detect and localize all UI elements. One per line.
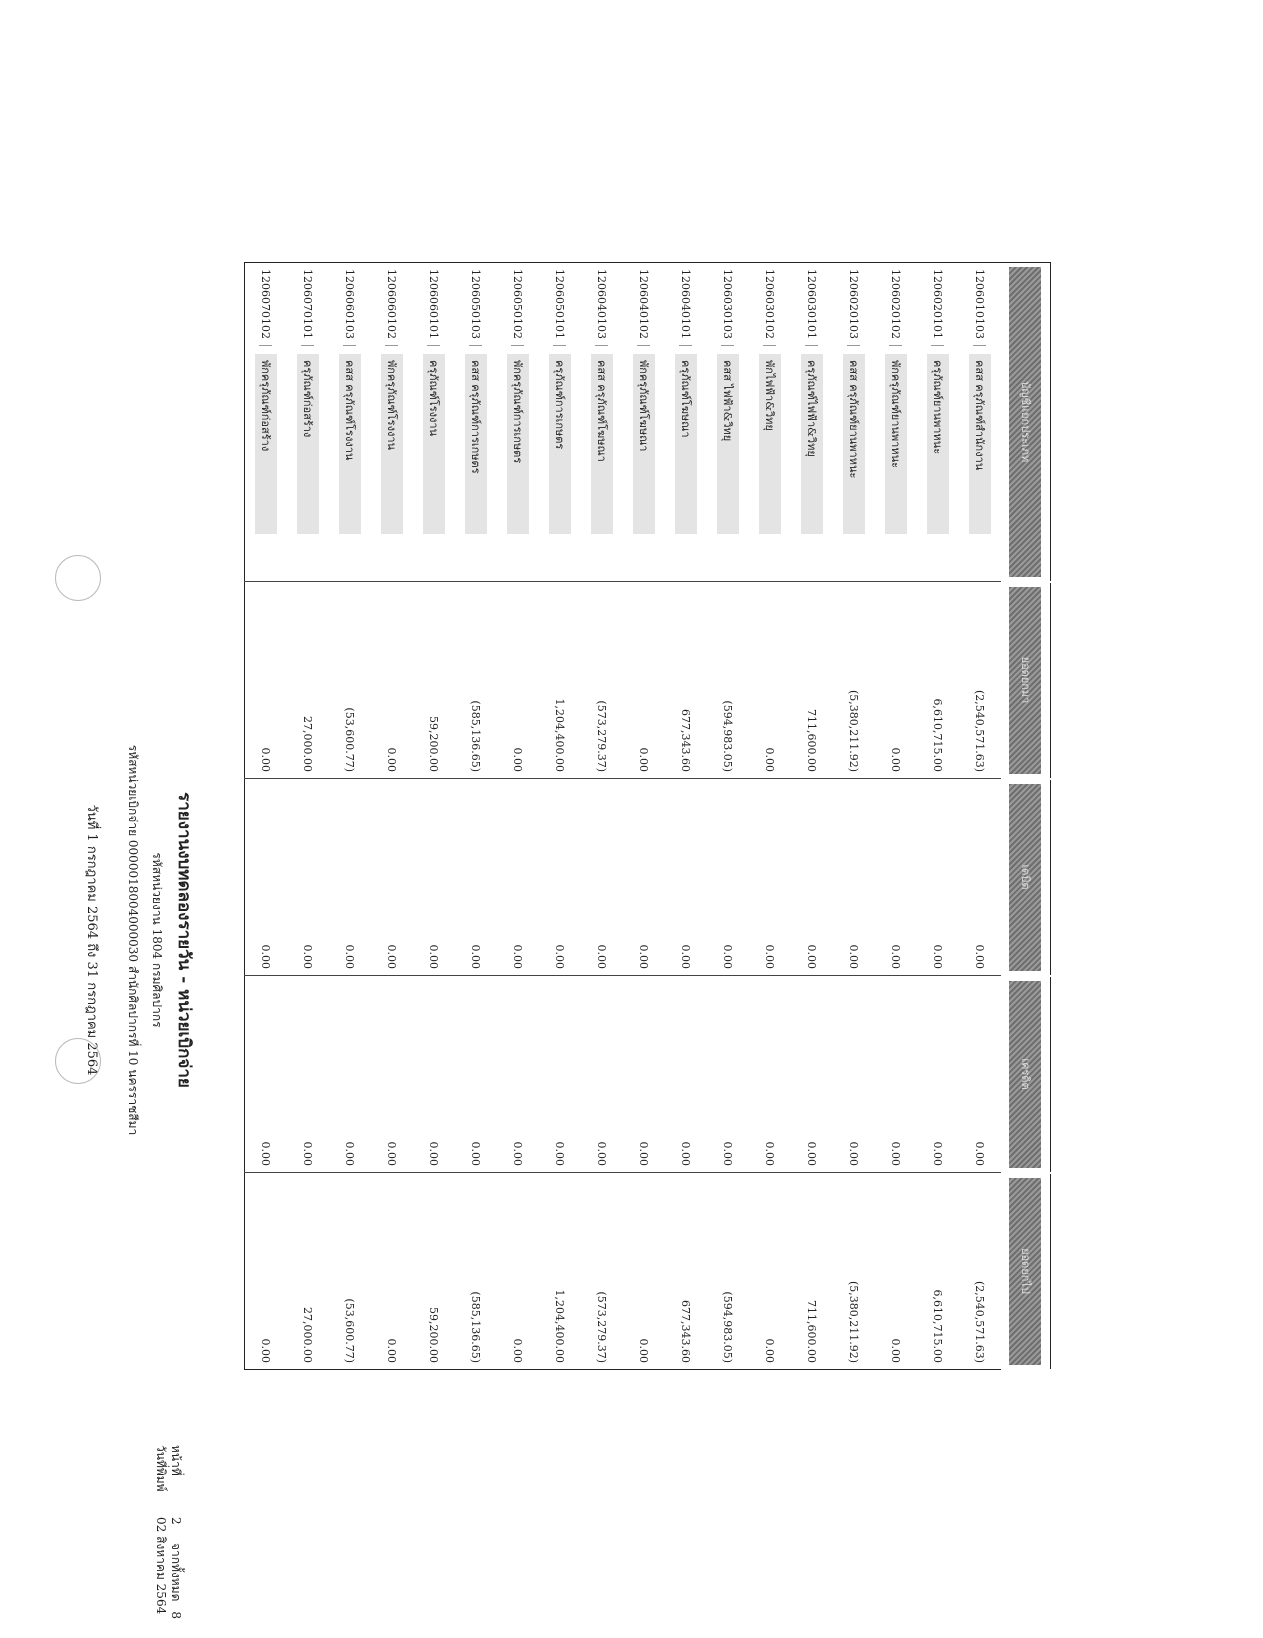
balance-cf: 0.00 <box>623 1173 665 1370</box>
account-cell <box>413 263 455 582</box>
col-header-account: บัญชีแยกประเภท <box>1001 263 1051 582</box>
balance-cf: 27,000.00 <box>287 1173 329 1370</box>
balance-cf: 0.00 <box>749 1173 791 1370</box>
account-cell <box>287 263 329 582</box>
balance-bf: 27,000.00 <box>287 582 329 779</box>
balance-cf: 6,610,715.00 <box>917 1173 959 1370</box>
credit: 0.00 <box>371 976 413 1173</box>
debit: 0.00 <box>665 779 707 976</box>
col-header-balance-bf: ยอดยกมา <box>1001 582 1051 779</box>
account-name: ครุภัณฑ์ยานพาหนะ <box>927 354 949 534</box>
account-name: พักครุภัณฑ์การเกษตร <box>507 354 529 534</box>
account-code: 1206050102 <box>511 269 524 346</box>
account-name: คสส ครุภัณฑ์โรงงาน <box>339 354 361 534</box>
account-code: 1206070101 <box>301 269 314 346</box>
table-row <box>875 263 917 1370</box>
account-name: พักครุภัณฑ์โรงงาน <box>381 354 403 534</box>
debit: 0.00 <box>413 779 455 976</box>
balance-cf: (573,279.37) <box>581 1173 623 1370</box>
balance-bf: (594,983.05) <box>707 582 749 779</box>
credit: 0.00 <box>875 976 917 1173</box>
table-row <box>791 263 833 1370</box>
account-cell <box>749 263 791 582</box>
credit: 0.00 <box>497 976 539 1173</box>
debit: 0.00 <box>329 779 371 976</box>
debit: 0.00 <box>917 779 959 976</box>
account-cell <box>833 263 875 582</box>
debit: 0.00 <box>497 779 539 976</box>
debit: 0.00 <box>749 779 791 976</box>
debit: 0.00 <box>959 779 1001 976</box>
account-cell <box>539 263 581 582</box>
account-code: 1206040102 <box>637 269 650 346</box>
table-row <box>959 263 1001 1370</box>
debit: 0.00 <box>371 779 413 976</box>
page-info <box>153 1445 183 1619</box>
credit: 0.00 <box>917 976 959 1173</box>
account-cell <box>959 263 1001 582</box>
account-cell <box>917 263 959 582</box>
print-date: 02 สิงหาคม 2564 <box>154 1517 168 1615</box>
credit: 0.00 <box>413 976 455 1173</box>
balance-bf: 0.00 <box>749 582 791 779</box>
account-code: 1206020103 <box>847 269 860 346</box>
balance-bf: 677,343.60 <box>665 582 707 779</box>
account-name: ครุภัณฑ์โฆษณา <box>675 354 697 534</box>
credit: 0.00 <box>623 976 665 1173</box>
balance-cf: (5,380,211.92) <box>833 1173 875 1370</box>
debit: 0.00 <box>791 779 833 976</box>
account-name: คสส ครุภัณฑ์โฆษณา <box>591 354 613 534</box>
account-code: 1206030102 <box>763 269 776 346</box>
balance-bf: 6,610,715.00 <box>917 582 959 779</box>
credit: 0.00 <box>581 976 623 1173</box>
table-row <box>329 263 371 1370</box>
balance-bf: 59,200.00 <box>413 582 455 779</box>
account-name: คสส ครุภัณฑ์การเกษตร <box>465 354 487 534</box>
balance-bf: (585,136.65) <box>455 582 497 779</box>
disbursement-unit-line: รหัสหน่วยเบิกจ่าย 0000018004000030 สำนักศิลปากรที่ 10 นครราชสีมา <box>126 744 140 1136</box>
balance-cf: (53,600.77) <box>329 1173 371 1370</box>
page-label: หน้าที่ <box>169 1445 183 1476</box>
table-row <box>581 263 623 1370</box>
table-row <box>833 263 875 1370</box>
balance-bf: 0.00 <box>623 582 665 779</box>
account-code: 1206060101 <box>427 269 440 346</box>
agency-line: รหัสหน่วยงาน 1804 กรมศิลปากร <box>150 852 164 1028</box>
account-cell <box>623 263 665 582</box>
table-row <box>707 263 749 1370</box>
account-code: 1206060102 <box>385 269 398 346</box>
account-cell <box>245 263 288 582</box>
account-code: 1206050101 <box>553 269 566 346</box>
balance-cf: 0.00 <box>245 1173 288 1370</box>
credit: 0.00 <box>329 976 371 1173</box>
balance-bf: (2,540,571.63) <box>959 582 1001 779</box>
table-row <box>455 263 497 1370</box>
account-name: ครุภัณฑ์การเกษตร <box>549 354 571 534</box>
debit: 0.00 <box>707 779 749 976</box>
account-code: 1206040101 <box>679 269 692 346</box>
account-name: คสส ครุภัณฑ์ยานพาหนะ <box>843 354 865 534</box>
account-code: 1206010103 <box>973 269 986 346</box>
balance-cf: 0.00 <box>497 1173 539 1370</box>
balance-cf: (594,983.05) <box>707 1173 749 1370</box>
account-cell <box>455 263 497 582</box>
account-name: ครุภัณฑ์ไฟฟ้า&วิทยุ <box>801 354 823 534</box>
balance-cf: 711,600.00 <box>791 1173 833 1370</box>
account-name: ครุภัณฑ์ก่อสร้าง <box>297 354 319 534</box>
punch-hole <box>55 1038 101 1084</box>
balance-cf: 1,204,400.00 <box>539 1173 581 1370</box>
account-name: คสส ไฟฟ้า&วิทยุ <box>717 354 739 534</box>
account-code: 1206050103 <box>469 269 482 346</box>
debit: 0.00 <box>623 779 665 976</box>
table-header-row <box>1001 263 1051 1370</box>
credit: 0.00 <box>707 976 749 1173</box>
credit: 0.00 <box>791 976 833 1173</box>
account-code: 1206030101 <box>805 269 818 346</box>
debit: 0.00 <box>245 779 288 976</box>
balance-bf: 1,204,400.00 <box>539 582 581 779</box>
table-row <box>245 263 288 1370</box>
account-cell <box>581 263 623 582</box>
credit: 0.00 <box>665 976 707 1173</box>
table-row <box>917 263 959 1370</box>
debit: 0.00 <box>833 779 875 976</box>
table-row <box>287 263 329 1370</box>
trial-balance-table <box>244 262 1051 1371</box>
account-name: พักครุภัณฑ์ก่อสร้าง <box>255 354 277 534</box>
account-code: 1206060103 <box>343 269 356 346</box>
debit: 0.00 <box>287 779 329 976</box>
table-row <box>371 263 413 1370</box>
punch-hole <box>55 555 101 601</box>
page-number: 2 <box>169 1517 183 1525</box>
balance-bf: (573,279.37) <box>581 582 623 779</box>
balance-bf: (5,380,211.92) <box>833 582 875 779</box>
balance-bf: 0.00 <box>497 582 539 779</box>
credit: 0.00 <box>455 976 497 1173</box>
account-cell <box>665 263 707 582</box>
balance-cf: 59,200.00 <box>413 1173 455 1370</box>
table-row <box>749 263 791 1370</box>
report-header <box>82 630 198 1250</box>
account-code: 1206020101 <box>931 269 944 346</box>
account-cell <box>707 263 749 582</box>
account-name: พักไฟฟ้า&วิทยุ <box>759 354 781 534</box>
balance-cf: 0.00 <box>371 1173 413 1370</box>
account-code: 1206030103 <box>721 269 734 346</box>
credit: 0.00 <box>287 976 329 1173</box>
account-name: คสส ครุภัณฑ์สำนักงาน <box>969 354 991 534</box>
print-date-label: วันที่พิมพ์ <box>154 1445 168 1492</box>
credit: 0.00 <box>749 976 791 1173</box>
account-cell <box>791 263 833 582</box>
balance-bf: 0.00 <box>371 582 413 779</box>
account-code: 1206020102 <box>889 269 902 346</box>
balance-cf: 677,343.60 <box>665 1173 707 1370</box>
table-row <box>623 263 665 1370</box>
balance-bf: 0.00 <box>875 582 917 779</box>
balance-bf: 711,600.00 <box>791 582 833 779</box>
report-period: วันที่ 1 กรกฎาคม 2564 ถึง 31 กรกฎาคม 2564 <box>84 804 99 1076</box>
account-name: พักครุภัณฑ์ยานพาหนะ <box>885 354 907 534</box>
credit: 0.00 <box>539 976 581 1173</box>
col-header-credit: เครดิต <box>1001 976 1051 1173</box>
debit: 0.00 <box>455 779 497 976</box>
account-cell <box>371 263 413 582</box>
col-header-debit: เดบิต <box>1001 779 1051 976</box>
col-header-balance-cf: ยอดยกไป <box>1001 1173 1051 1370</box>
balance-cf: 0.00 <box>875 1173 917 1370</box>
account-cell <box>329 263 371 582</box>
account-code: 1206070102 <box>259 269 272 346</box>
total-pages: 8 <box>169 1611 183 1620</box>
credit: 0.00 <box>245 976 288 1173</box>
report-title: รายงานงบทดลองรายวัน - หน่วยเบิกจ่าย <box>174 792 194 1088</box>
account-cell <box>497 263 539 582</box>
balance-bf: 0.00 <box>245 582 288 779</box>
table-row <box>539 263 581 1370</box>
account-code: 1206040103 <box>595 269 608 346</box>
table-row <box>413 263 455 1370</box>
debit: 0.00 <box>539 779 581 976</box>
balance-cf: (585,136.65) <box>455 1173 497 1370</box>
balance-bf: (53,600.77) <box>329 582 371 779</box>
table-row <box>665 263 707 1370</box>
account-cell <box>875 263 917 582</box>
credit: 0.00 <box>833 976 875 1173</box>
table-row <box>497 263 539 1370</box>
account-name: พักครุภัณฑ์โฆษณา <box>633 354 655 534</box>
debit: 0.00 <box>875 779 917 976</box>
balance-cf: (2,540,571.63) <box>959 1173 1001 1370</box>
account-name: ครุภัณฑ์โรงงาน <box>423 354 445 534</box>
total-label: จากทั้งหมด <box>169 1543 183 1602</box>
debit: 0.00 <box>581 779 623 976</box>
credit: 0.00 <box>959 976 1001 1173</box>
